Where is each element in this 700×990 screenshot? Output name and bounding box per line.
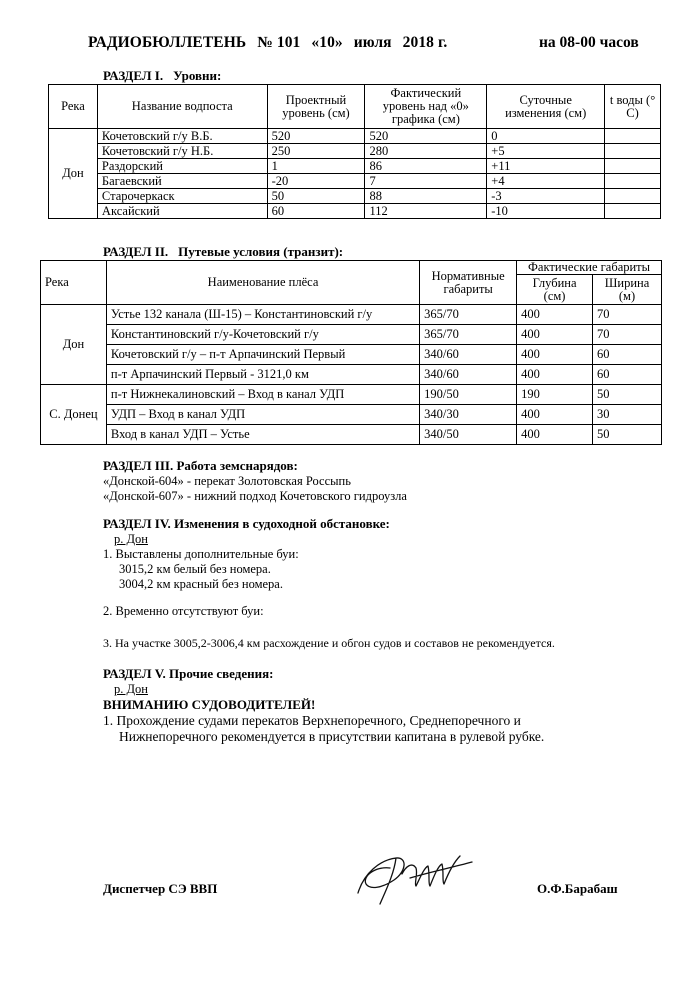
section2-heading	[103, 244, 343, 260]
stretch-name: Вход в канал УДП – Устье	[106, 425, 419, 445]
levels-header-temp: t воды (° С)	[605, 85, 661, 129]
buoy-line: 3004,2 км красный без номера.	[119, 577, 283, 591]
bulletin-title	[88, 34, 454, 52]
route-table	[40, 260, 662, 445]
buoy-line: 3015,2 км белый без номера.	[119, 562, 271, 576]
actual-depth: 190	[517, 385, 593, 405]
actual-depth: 400	[517, 405, 593, 425]
daily-change: -3	[487, 189, 605, 204]
change-item-3: 3. На участке 3005,2-3006,4 км расхождение и обгон судов и составов не рекомендуется.	[103, 636, 555, 650]
dispatcher-role: Диспетчер СЭ ВВП	[103, 881, 218, 896]
bulletin-time: на 08-00 часов	[539, 34, 639, 51]
norm-dims: 340/30	[420, 405, 517, 425]
actual-width: 70	[593, 325, 662, 345]
design-level: -20	[267, 174, 365, 189]
title-day: «10»	[311, 34, 343, 51]
actual-level: 86	[365, 159, 487, 174]
section2-number: РАЗДЕЛ II.	[103, 244, 169, 259]
water-temp	[605, 144, 661, 159]
levels-header-river: Река	[49, 85, 98, 129]
levels-header-station: Название водпоста	[97, 85, 267, 129]
route-header-depth: Глубина (см)	[517, 275, 593, 305]
route-header-actual: Фактические габариты	[517, 261, 662, 275]
title-year: 2018 г.	[402, 34, 448, 51]
levels-river-cell: Дон	[49, 129, 98, 219]
water-temp	[605, 189, 661, 204]
route-river-cell: Дон	[41, 305, 107, 385]
station-name: Кочетовский г/у Н.Б.	[97, 144, 267, 159]
station-name: Аксайский	[97, 204, 267, 219]
station-name: Кочетовский г/у В.Б.	[97, 129, 267, 144]
norm-dims: 340/60	[420, 365, 517, 385]
route-river-cell: С. Донец	[41, 385, 107, 445]
other-item-1-cont: Нижнепоречного рекомендуется в присутствии капитана в рулевой рубке.	[119, 729, 545, 744]
change-item-2: 2. Временно отсутствуют буи:	[103, 604, 264, 618]
title-word: РАДИОБЮЛЛЕТЕНЬ	[88, 34, 247, 51]
water-temp	[605, 129, 661, 144]
levels-table	[48, 84, 661, 219]
stretch-name: п-т Арпачинский Первый - 3121,0 км	[106, 365, 419, 385]
levels-header-actual: Фактический уровень над «0» графика (см)	[365, 85, 487, 129]
norm-dims: 365/70	[420, 325, 517, 345]
water-temp	[605, 204, 661, 219]
title-month: июля	[353, 34, 392, 51]
design-level: 520	[267, 129, 365, 144]
levels-header-design: Проектный уровень (см)	[267, 85, 365, 129]
daily-change: +11	[487, 159, 605, 174]
actual-level: 112	[365, 204, 487, 219]
other-item-1: 1. Прохождение судами перекатов Верхнепоречного, Среднепоречного и	[103, 713, 521, 728]
section5-river: р. Дон	[114, 682, 148, 696]
levels-header-change: Суточные изменения (см)	[487, 85, 605, 129]
signature-icon	[350, 838, 480, 908]
section4-river: р. Дон	[114, 532, 148, 546]
actual-width: 50	[593, 385, 662, 405]
section5-heading: РАЗДЕЛ V. Прочие сведения:	[103, 666, 274, 681]
actual-level: 88	[365, 189, 487, 204]
route-header-stretch: Наименование плёса	[106, 261, 419, 305]
actual-depth: 400	[517, 305, 593, 325]
change-item-1: 1. Выставлены дополнительные буи:	[103, 547, 299, 561]
route-header-width: Ширина (м)	[593, 275, 662, 305]
stretch-name: Устье 132 канала (Ш-15) – Константиновский г/у	[106, 305, 419, 325]
actual-level: 520	[365, 129, 487, 144]
actual-width: 50	[593, 425, 662, 445]
dredger-line: «Донской-607» - нижний подход Кочетовского гидроузла	[103, 489, 407, 503]
actual-level: 280	[365, 144, 487, 159]
station-name: Старочеркаск	[97, 189, 267, 204]
norm-dims: 340/50	[420, 425, 517, 445]
actual-depth: 400	[517, 325, 593, 345]
section1-title: Уровни:	[173, 68, 222, 83]
daily-change: +5	[487, 144, 605, 159]
stretch-name: Кочетовский г/у – п-т Арпачинский Первый	[106, 345, 419, 365]
stretch-name: Константиновский г/у-Кочетовский г/у	[106, 325, 419, 345]
design-level: 50	[267, 189, 365, 204]
dredger-line: «Донской-604» - перекат Золотовская Россыпь	[103, 474, 351, 488]
section1-heading	[103, 68, 221, 84]
water-temp	[605, 159, 661, 174]
actual-width: 60	[593, 365, 662, 385]
actual-width: 30	[593, 405, 662, 425]
actual-depth: 400	[517, 425, 593, 445]
norm-dims: 340/60	[420, 345, 517, 365]
daily-change: -10	[487, 204, 605, 219]
title-number: № 101	[257, 34, 301, 51]
dispatcher-name: О.Ф.Барабаш	[537, 881, 618, 896]
section4-heading: РАЗДЕЛ IV. Изменения в судоходной обстановке:	[103, 516, 390, 531]
norm-dims: 365/70	[420, 305, 517, 325]
actual-depth: 400	[517, 345, 593, 365]
section3-heading: РАЗДЕЛ III. Работа земснарядов:	[103, 458, 298, 473]
actual-width: 70	[593, 305, 662, 325]
attention-heading: ВНИМАНИЮ СУДОВОДИТЕЛЕЙ!	[103, 697, 316, 712]
design-level: 250	[267, 144, 365, 159]
actual-depth: 400	[517, 365, 593, 385]
route-header-norm: Нормативные габариты	[420, 261, 517, 305]
station-name: Раздорский	[97, 159, 267, 174]
norm-dims: 190/50	[420, 385, 517, 405]
water-temp	[605, 174, 661, 189]
stretch-name: п-т Нижнекалиновский – Вход в канал УДП	[106, 385, 419, 405]
actual-level: 7	[365, 174, 487, 189]
route-header-river: Река	[41, 261, 107, 305]
station-name: Багаевский	[97, 174, 267, 189]
daily-change: +4	[487, 174, 605, 189]
design-level: 60	[267, 204, 365, 219]
design-level: 1	[267, 159, 365, 174]
stretch-name: УДП – Вход в канал УДП	[106, 405, 419, 425]
actual-width: 60	[593, 345, 662, 365]
section2-title: Путевые условия (транзит):	[178, 244, 344, 259]
section1-number: РАЗДЕЛ I.	[103, 68, 164, 83]
daily-change: 0	[487, 129, 605, 144]
